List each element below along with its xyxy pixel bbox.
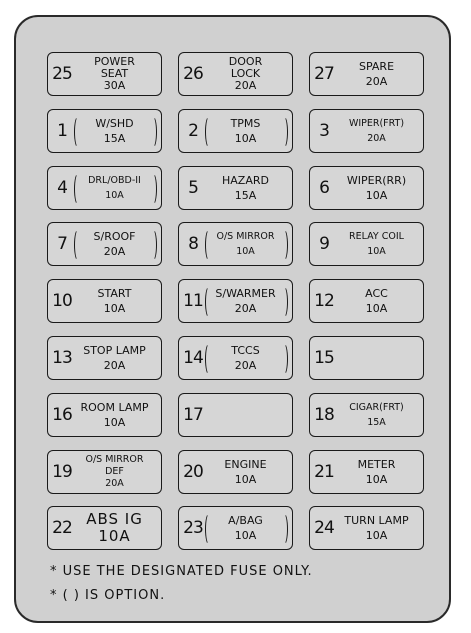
fuse-number: 6	[319, 178, 329, 198]
fuse-label	[72, 53, 157, 95]
fuse-label	[203, 167, 288, 209]
fuse-label	[203, 110, 288, 152]
fuse-circuit-name: TPMS	[230, 117, 261, 130]
fuse-number: 7	[57, 234, 67, 254]
fuse-label	[72, 280, 157, 322]
note-option: * ( ) IS OPTION.	[50, 588, 166, 603]
fuse-number: 9	[319, 234, 329, 254]
fuse-amperage: 20A	[365, 75, 388, 88]
fuse-18	[309, 393, 424, 437]
fuse-amperage: 20A	[103, 245, 126, 258]
fuse-amperage: 20A	[234, 79, 257, 92]
fuse-number: 4	[57, 178, 67, 198]
fuse-amperage: 10A	[98, 527, 131, 545]
fuse-amperage: 10A	[365, 473, 388, 486]
fuse-number: 12	[314, 291, 334, 311]
fuse-label	[203, 280, 288, 322]
fuse-amperage: 10A	[365, 302, 388, 315]
fuse-amperage: 15A	[103, 132, 126, 145]
fuse-17	[178, 393, 293, 437]
fuse-amperage: 20A	[103, 359, 126, 372]
fuse-label	[334, 110, 419, 152]
fuse-number: 13	[52, 348, 72, 368]
fuse-16	[47, 393, 162, 437]
fuse-amperage: 30A	[103, 79, 126, 92]
fuse-circuit-name: DEF	[105, 466, 124, 477]
fuse-26	[178, 52, 293, 96]
fuse-label	[203, 53, 288, 95]
fuse-circuit-name: START	[97, 287, 132, 300]
fuse-number: 26	[183, 64, 203, 84]
fuse-amperage: 15A	[367, 417, 386, 428]
fuse-number: 20	[183, 462, 203, 482]
fuse-amperage: 10A	[236, 246, 255, 257]
fuse-circuit-name: ENGINE	[224, 458, 267, 471]
fuse-circuit-name: ACC	[365, 287, 388, 300]
fuse-24	[309, 506, 424, 550]
fuse-label	[72, 507, 157, 549]
fuse-circuit-name: DRL/OBD-II	[88, 175, 141, 186]
fuse-amperage: 20A	[367, 133, 386, 144]
fuse-6	[309, 166, 424, 210]
fuse-amperage: 10A	[103, 416, 126, 429]
fuse-23	[178, 506, 293, 550]
fuse-circuit-name: STOP LAMP	[83, 344, 146, 357]
fuse-number: 16	[52, 405, 72, 425]
fuse-label	[72, 167, 157, 209]
fuse-number: 23	[183, 518, 203, 538]
fuse-label	[203, 507, 288, 549]
fuse-9	[309, 222, 424, 266]
fuse-label	[72, 451, 157, 493]
fuse-circuit-name: WIPER(RR)	[346, 174, 407, 187]
fuse-label	[334, 223, 419, 265]
fuse-number: 21	[314, 462, 334, 482]
fuse-circuit-name: METER	[357, 458, 396, 471]
fuse-number: 10	[52, 291, 72, 311]
fuse-20	[178, 450, 293, 494]
fuse-amperage: 10A	[105, 190, 124, 201]
fuse-label	[203, 337, 288, 379]
fuse-amperage: 10A	[103, 302, 126, 315]
fuse-circuit-name: S/WARMER	[215, 287, 276, 300]
fuse-8	[178, 222, 293, 266]
fuse-circuit-name: ROOM LAMP	[80, 401, 149, 414]
fuse-amperage: 10A	[234, 132, 257, 145]
fuse-15	[309, 336, 424, 380]
fuse-circuit-name: SEAT	[100, 67, 129, 80]
fuse-27	[309, 52, 424, 96]
fuse-number: 1	[57, 121, 67, 141]
fuse-14	[178, 336, 293, 380]
fuse-7	[47, 222, 162, 266]
fuse-number: 8	[188, 234, 198, 254]
fuse-circuit-name: O/S MIRROR	[216, 231, 275, 242]
fuse-circuit-name: TURN LAMP	[344, 514, 409, 527]
fuse-number: 2	[188, 121, 198, 141]
fuse-circuit-name: DOOR	[228, 55, 263, 68]
fuse-label	[72, 110, 157, 152]
fuse-11	[178, 279, 293, 323]
fuse-21	[309, 450, 424, 494]
fuse-amperage: 10A	[367, 246, 386, 257]
fuse-number: 3	[319, 121, 329, 141]
fuse-25	[47, 52, 162, 96]
fuse-amperage: 15A	[234, 189, 257, 202]
fuse-19	[47, 450, 162, 494]
fuse-3	[309, 109, 424, 153]
fuse-label	[203, 394, 288, 436]
fuse-circuit-name: A/BAG	[228, 514, 263, 527]
fuse-label	[334, 53, 419, 95]
fuse-amperage: 20A	[234, 359, 257, 372]
fuse-circuit-name: POWER	[94, 55, 135, 68]
fuse-12	[309, 279, 424, 323]
fuse-circuit-name: HAZARD	[222, 174, 269, 187]
fuse-number: 27	[314, 64, 334, 84]
fuse-number: 5	[188, 178, 198, 198]
fuse-amperage: 10A	[234, 473, 257, 486]
fuse-number: 15	[314, 348, 334, 368]
fuse-number: 25	[52, 64, 72, 84]
fuse-label	[203, 451, 288, 493]
note-designated-fuse: * USE THE DESIGNATED FUSE ONLY.	[50, 564, 313, 579]
fuse-label	[334, 394, 419, 436]
fuse-amperage: 10A	[365, 189, 388, 202]
fuse-circuit-name: O/S MIRROR	[85, 454, 144, 465]
fuse-label	[334, 507, 419, 549]
fuse-5	[178, 166, 293, 210]
fuse-10	[47, 279, 162, 323]
fuse-number: 24	[314, 518, 334, 538]
fuse-number: 18	[314, 405, 334, 425]
fuse-circuit-name: W/SHD	[95, 117, 134, 130]
fuse-label	[72, 394, 157, 436]
fuse-22	[47, 506, 162, 550]
fuse-number: 19	[52, 462, 72, 482]
fuse-13	[47, 336, 162, 380]
fuse-number: 14	[183, 348, 203, 368]
fuse-circuit-name: SPARE	[358, 60, 395, 73]
fuse-number: 22	[52, 518, 72, 538]
fuse-label	[334, 451, 419, 493]
fuse-label	[334, 337, 419, 379]
fuse-amperage: 20A	[105, 478, 124, 489]
fuse-circuit-name: LOCK	[230, 67, 261, 80]
fuse-4	[47, 166, 162, 210]
fuse-number: 11	[183, 291, 203, 311]
fuse-circuit-name: RELAY COIL	[349, 231, 404, 242]
fuse-number: 17	[183, 405, 203, 425]
fuse-label	[203, 223, 288, 265]
fuse-label	[72, 337, 157, 379]
fuse-amperage: 20A	[234, 302, 257, 315]
fuse-circuit-name: S/ROOF	[93, 230, 136, 243]
fuse-circuit-name: CIGAR(FRT)	[349, 402, 404, 413]
fuse-label	[72, 223, 157, 265]
fuse-label	[334, 167, 419, 209]
fuse-circuit-name: ABS IG	[86, 510, 143, 528]
fuse-label	[334, 280, 419, 322]
fuse-2	[178, 109, 293, 153]
fuse-circuit-name: TCCS	[231, 344, 260, 357]
fuse-amperage: 10A	[234, 529, 257, 542]
fuse-1	[47, 109, 162, 153]
fuse-amperage: 10A	[365, 529, 388, 542]
fuse-circuit-name: WIPER(FRT)	[348, 118, 405, 129]
